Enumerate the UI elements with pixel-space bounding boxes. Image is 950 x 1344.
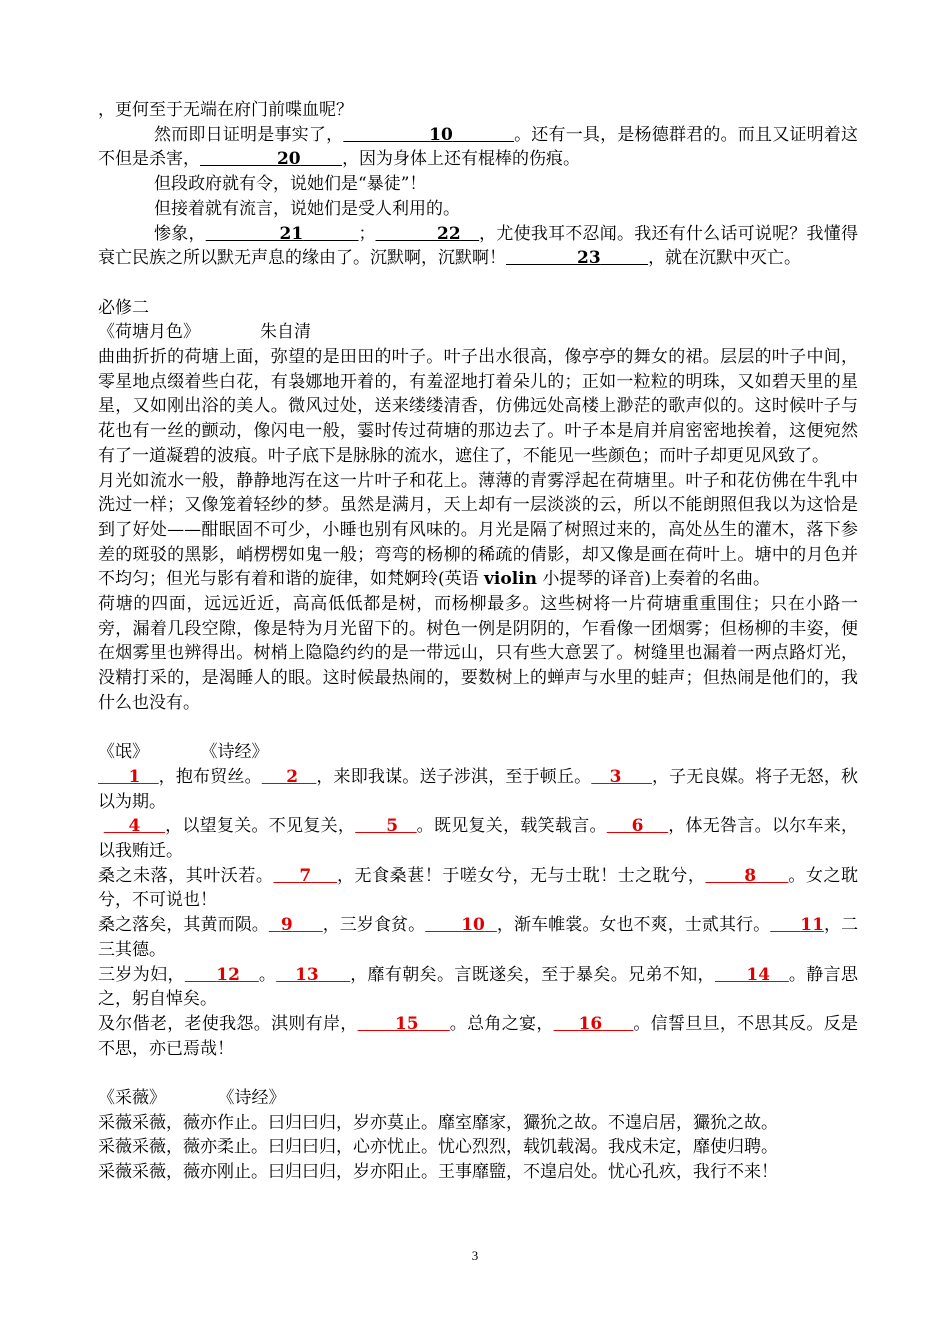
poem-line: 采薇采薇，薇亦柔止。曰归曰归，心亦忧止。忧心烈烈，载饥载渴。我戍未定，靡使归聘。 (98, 1137, 778, 1158)
answer-blank: 20 (276, 149, 301, 170)
answer-blank: 1 (128, 766, 141, 787)
answer-blank: 16 (578, 1013, 603, 1034)
poem-line: 三岁为妇， 12 。 13 ，靡有朝矣。言既遂矣，至于暴矣。兄弟不知， 14 。静言思之，躬自悼矣。 (98, 964, 859, 1010)
text: ，就在沉默中灭亡。 (648, 248, 802, 269)
text: 。还有一具，是杨德群君的。而且又证明着这不但是杀害， (98, 124, 859, 170)
text: 然而即日证明是事实了， (154, 124, 344, 145)
paragraph: 荷塘的四面，远远近近，高高低低都是树，而杨柳最多。这些树将一片荷塘重重围住；只在小路一旁，漏着几段空隙，像是特为月光留下的。树色一例是阴阴的，乍看像一团烟雾；但杨柳的丰姿，便在烟雾里也辨得出。树梢上隐隐约约的是一带远山，只有些大意罢了。树缝里也漏着一两点路灯光，没精打采的，是渴睡人的眼。这时候最热闹的，要数树上的蝉声与水里的蛙声；但热闹是他们的，我什么也没有。 (98, 594, 858, 713)
answer-blank: 2 (286, 766, 299, 787)
answer-blank: 9 (280, 915, 293, 936)
answer-blank: 12 (216, 964, 240, 985)
poem-line: 桑之落矣，其黄而陨。 9 ，三岁食贫。 10 ，渐车帷裳。女也不爽，士贰其行。 11，二三其德。 (98, 915, 859, 960)
answer-blank: 8 (744, 865, 757, 886)
work-header (98, 320, 858, 345)
document-page (98, 98, 858, 1185)
answer-blank: 4 (128, 816, 141, 837)
answer-blank: 23 (577, 248, 601, 269)
work-header (98, 740, 858, 765)
poem-line: 采薇采薇，薇亦作止。曰归曰归，岁亦莫止。靡室靡家，玁狁之故。不遑启居，玁狁之故。 (98, 1112, 778, 1133)
text: ，尤使我耳不忍闻。我还有什么话可说呢？我懂得衰亡民族之所以默无声息的缘由了。沉默啊，沉默啊！ (98, 223, 859, 269)
answer-blank: 21 (279, 223, 304, 244)
work-title: 《氓》 (98, 742, 149, 763)
poem-line: 桑之未落，其叶沃若。 7 ，无食桑葚！于嗟女兮，无与士耽！士之耽兮， 8 。女之耽兮，不可说也！ (98, 865, 859, 911)
answer-blank: 14 (746, 964, 771, 985)
text: ，因为身体上还有棍棒的伤痕。 (342, 149, 581, 170)
answer-blank: 22 (437, 223, 461, 244)
answer-blank: 10 (461, 915, 485, 936)
poem-line: 1 ，抱布贸丝。 2 ，来即我谋。送子涉淇，至于顿丘。 3 ，子无良媒。将子无怒，秋以为期。 (98, 766, 859, 812)
poem-line: 及尔偕老，老使我怨。淇则有岸， 15 。总角之宴， 16 。信誓旦旦，不思其反。反是不思，亦已焉哉！ (98, 1013, 859, 1059)
page-number: 3 (471, 1248, 479, 1263)
answer-blank: 13 (295, 964, 319, 985)
text: 月光如流水一般，静静地泻在这一片叶子和花上。薄薄的青雾浮起在荷塘里。叶子和花仿佛在牛乳中洗过一样；又像笼着轻纱的梦。虽然是满月，天上却有一层淡淡的云，所以不能朗照但我以为这恰是到了好处——酣眠固不可少，小睡也别有风味的。月光是隔了树照过来的，高处丛生的灌木，落下参差的斑驳的黑影，峭楞楞如鬼一般；弯弯的杨柳的稀疏的倩影，却又像是画在荷叶上。塘中的月色并不均匀；但光与影有着和谐的旋律，如梵婀玲(英语 (98, 470, 858, 590)
paragraph (98, 469, 858, 593)
answer-blank: 15 (394, 1013, 419, 1034)
text-line: ，更何至于无端在府门前喋血呢？ (98, 100, 353, 120)
text: 惨象， (154, 223, 206, 244)
work-header (98, 1086, 858, 1111)
paragraph: 曲曲折折的荷塘上面，弥望的是田田的叶子。叶子出水很高，像亭亭的舞女的裙。层层的叶子中间，零星地点缀着些白花，有袅娜地开着的，有羞涩地打着朵儿的；正如一粒粒的明珠，又如碧天里的星星，又如刚出浴的美人。微风过处，送来缕缕清香，仿佛远处高楼上渺茫的歌声似的。这时候叶子与花也有一丝的颤动，像闪电一般，霎时传过荷塘的那边去了。叶子本是肩并肩密密地挨着，这便宛然有了一道凝碧的波痕。叶子底下是脉脉的流水，遮住了，不能见一些颜色；而叶子却更见风致了。 (98, 347, 858, 466)
text: violin (484, 569, 537, 590)
section-heading: 必修二 (98, 297, 149, 318)
answer-blank: 7 (299, 865, 312, 886)
work-title: 《荷塘月色》 (98, 322, 200, 343)
answer-blank: 5 (386, 816, 399, 837)
answer-blank: 3 (609, 766, 622, 787)
work-author: 朱自清 (260, 322, 311, 343)
poem-line: 采薇采薇，薇亦刚止。曰归曰归，岁亦阳止。王事靡盬，不遑启处。忧心孔疚，我行不来！ (98, 1162, 778, 1183)
work-title: 《采薇》 (98, 1088, 166, 1109)
work-author: 《诗经》 (209, 742, 269, 763)
text: 小提琴的译音)上奏着的名曲。 (542, 569, 771, 590)
work-author: 《诗经》 (226, 1088, 286, 1109)
answer-blank: 10 (429, 124, 453, 145)
answer-blank: 6 (631, 816, 644, 837)
paragraph: 但段政府就有令，说她们是“暴徒”！ (154, 174, 427, 195)
paragraph (98, 123, 858, 172)
paragraph (98, 222, 858, 271)
text: ； (358, 223, 376, 244)
paragraph: 但接着就有流言，说她们是受人利用的。 (154, 198, 460, 219)
answer-blank: 11 (800, 915, 824, 936)
poem-line: 4 ，以望复关。不见复关， 5 。既见复关，载笑载言。 6 ，体无咎言。以尔车来，以我贿迁。 (98, 816, 859, 862)
